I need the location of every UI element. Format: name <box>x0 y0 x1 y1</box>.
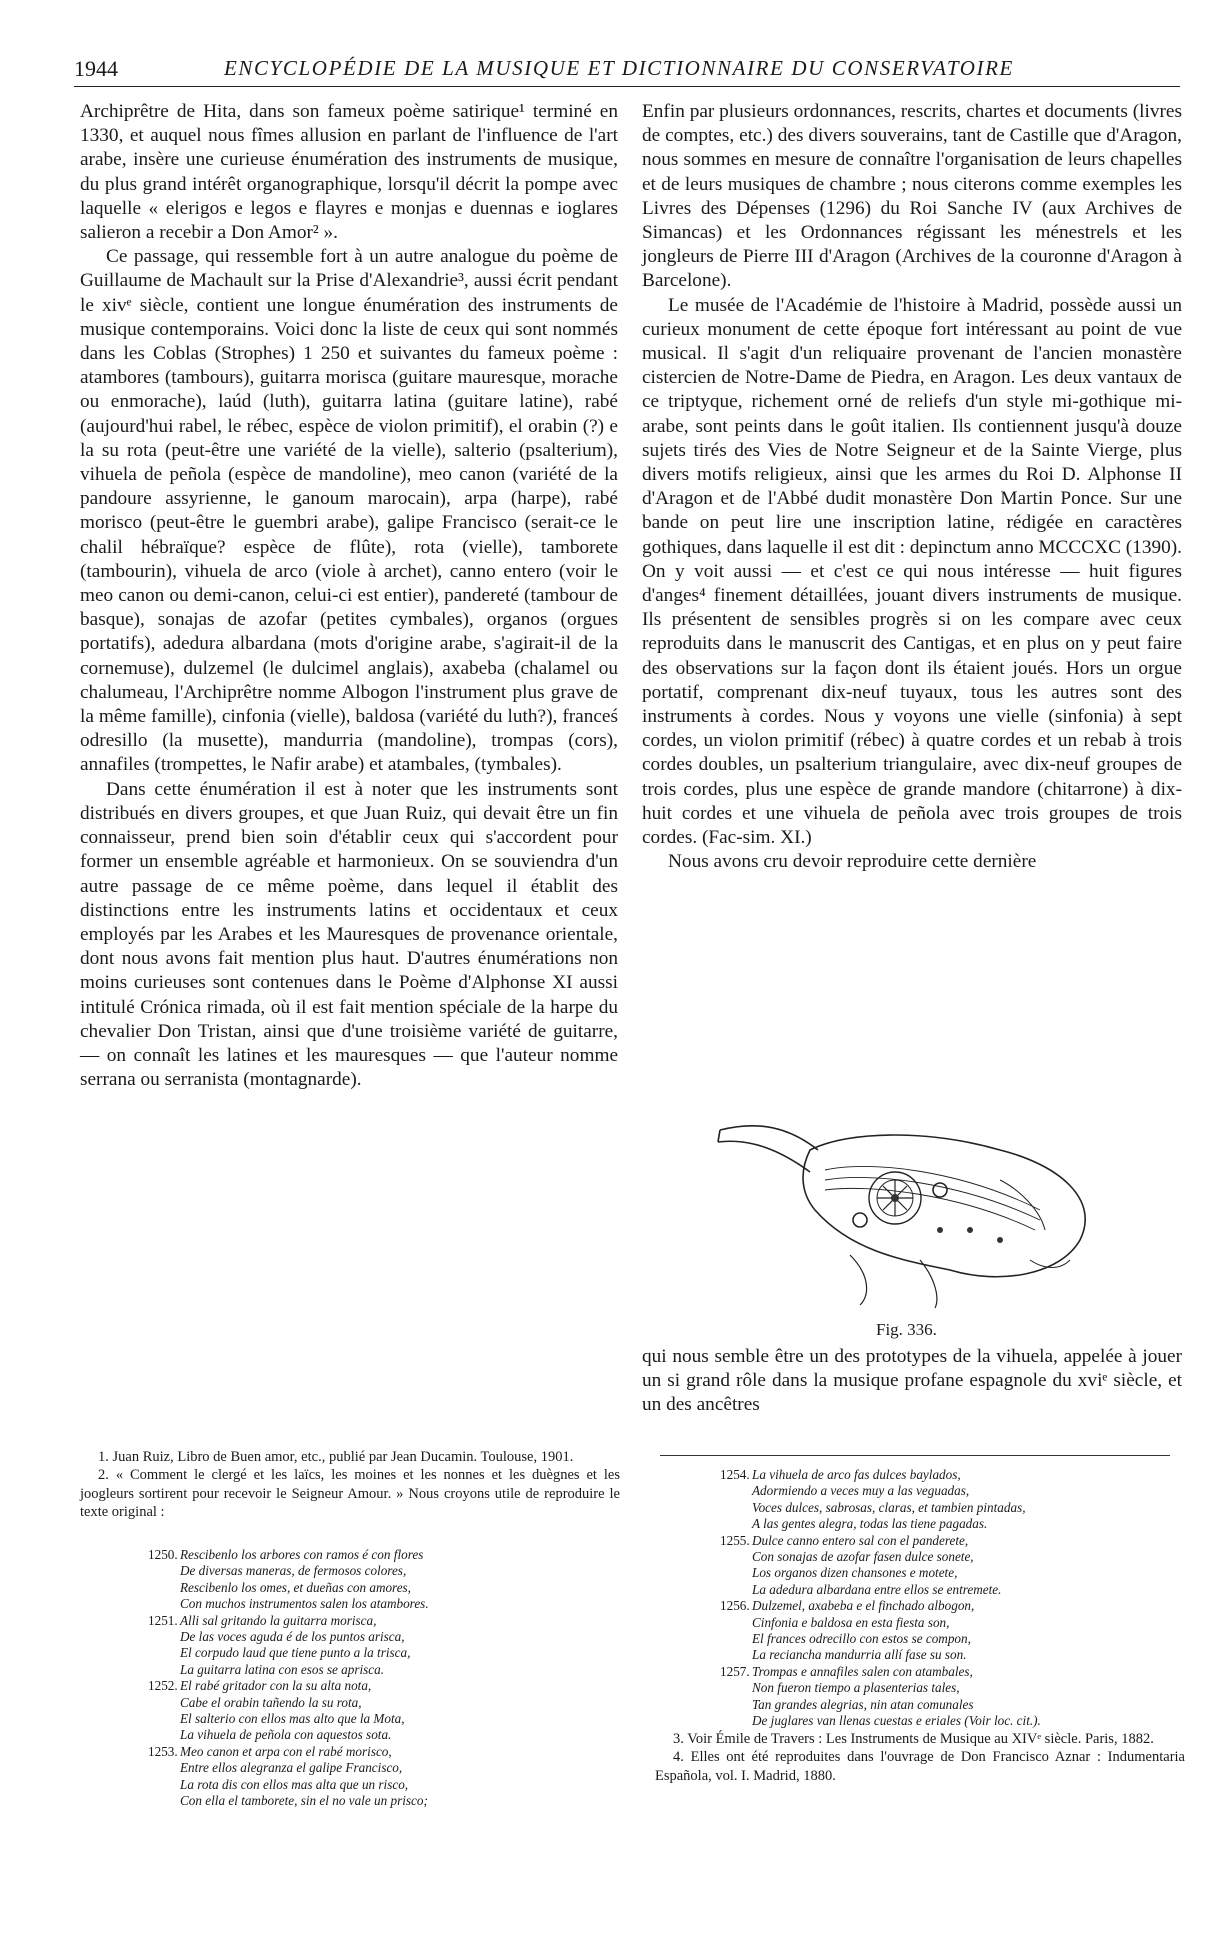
verse-line: Rescibenlo los omes, et dueñas con amores, <box>180 1579 411 1595</box>
left-footnotes <box>80 1448 620 1522</box>
running-title: ENCYCLOPÉDIE DE LA MUSIQUE ET DICTIONNAIRE DU CONSERVATOIRE <box>224 56 1014 80</box>
verse-line: Entre ellos alegranza el galipe Francisco, <box>180 1760 403 1776</box>
verse-group <box>720 1598 1190 1664</box>
verse-line: Con ella el tamborete, sin el no vale un prisco; <box>180 1793 428 1809</box>
verse-line: A las gentes alegra, todas las tiene pagadas. <box>752 1516 988 1532</box>
verse-number: 1251. <box>148 1612 178 1628</box>
figure-caption: Fig. 336. <box>876 1320 937 1339</box>
footnote-3: 3. Voir Émile de Travers : Les Instruments de Musique au XIVᵉ siècle. Paris, 1882. <box>673 1731 1154 1747</box>
verse-line: Cinfonia e baldosa en esta fiesta son, <box>752 1614 950 1630</box>
verse-line: La vihuela de peñola con aquestos sota. <box>180 1727 392 1743</box>
right-column <box>642 100 1182 875</box>
verse-line: Non fueron tiempo a plasenterias tales, <box>752 1680 960 1696</box>
right-paragraph-4: qui nous semble être un des prototypes de la vihuela, appelée à jouer un si grand rôle dans la musique profane espagnole du xviᵉ siècle, et un des ancêtres <box>642 1346 1182 1416</box>
verse-line: Los organos dizen chansones e motete, <box>752 1565 958 1581</box>
verse-group <box>148 1678 618 1744</box>
verse-group <box>720 1664 1190 1730</box>
footnote-rule <box>660 1455 1170 1456</box>
verse-line: El corpudo laud que tiene punto a la trisca, <box>180 1645 411 1661</box>
right-column-continued <box>642 1345 1182 1418</box>
verse-line: La adedura albardana entre ellos se entremete. <box>752 1581 1002 1597</box>
verse-number: 1255. <box>720 1532 750 1548</box>
left-paragraph-1: Archiprêtre de Hita, dans son fameux poème satirique¹ terminé en 1330, et auquel nous fîmes allusion en parlant de l'influence de l'art arabe, insère une curieuse énumération des instruments de musique, du plus grand intérêt organographique, lorsqu'il décrit la pompe avec laquelle « elerigos e legos e flayres e monjas e duennas e ioglares salieron a recebir a Don Amor² ». <box>80 101 618 244</box>
verse-line: Dulce canno entero sal con el panderete, <box>752 1532 969 1548</box>
verse-line: De las voces aguda é de los puntos arisca, <box>180 1629 405 1645</box>
verse-line: Meo canon et arpa con el rabé morisco, <box>180 1743 392 1759</box>
verse-line: Adormiendo a veces muy a las veguadas, <box>752 1483 970 1499</box>
verse-line: Alli sal gritando la guitarra morisca, <box>180 1612 377 1628</box>
left-paragraph-2: Ce passage, qui ressemble fort à un autre analogue du poème de Guillaume de Machault sur la Prise d'Alexandrie³, aussi écrit pendant le xivᵉ siècle, contient une longue énumération des instruments de musique contemporains. Voici donc la liste de ceux qui sont nommés dans les Coblas (Strophes) 1 250 et suivantes du fameux poème : atambores (tambours), guitarra morisca (guitare mauresque, morache ou enmorache), laúd (luth), guitarra latina (guitare latine), rabé (aujourd'hui rabel, le rébec, espèce de violon primitif), el orabin (?) e la su rota (peut-être une variété de la vielle), salterio (psalterium), vihuela de peñola (espèce de mandoline), meo canon (variété de la pandoure assyrienne, le ganoum marocain), arpa (harpe), rabé morisco (peut-être le guembri arabe), galipe Francisco (serait-ce le chalil hébraïque? espèce de flûte), rota (vielle), tamborete (tambourin), vihuela de arco (viole à archet), canno entero (voir le meo canon ou demi-canon, celui-ci est entier), pandereté (tambour de basque), sonajas de azofar (petites cymbales), organos (orgues portatifs), adedura albardana (mots d'origine arabe, s'agirait-il de la cornemuse), dulzemel (le dulcimel anglais), axabeba (chalamel ou chalumeau, l'Archiprêtre nomme Albogon l'instrument plus grave de la même famille), cinfonia (vielle), baldosa (variété du luth?), franceś odresillo (la musette), mandurria (mandoline), trompas (cors), annafiles (trompettes, le Nafir arabe) et atambales, (tymbales). <box>80 246 618 776</box>
verse-number: 1256. <box>720 1598 750 1614</box>
verse-line: Con muchos instrumentos salen los atambores. <box>180 1596 429 1612</box>
footnote-2: 2. « Comment le clergé et les laïcs, les moines et les nonnes et les duègnes et les joogleurs sortirent pour recevoir le Seigneur Amour. » Nous croyons utile de reproduire le texte original : <box>80 1467 620 1521</box>
verse-number: 1250. <box>148 1547 178 1562</box>
verse-line: Voces dulces, sabrosas, claras, et tambien pintadas, <box>752 1499 1026 1515</box>
verse-line: La vihuela de arco fas dulces baylados, <box>752 1467 961 1482</box>
left-column <box>80 100 618 1092</box>
verse-group <box>148 1613 618 1679</box>
verse-line: El salterio con ellos mas alto que la Mota, <box>180 1711 405 1727</box>
verse-line: La rota dis con ellos mas alta que un risco, <box>180 1776 409 1792</box>
vihuela-figure <box>700 1110 1110 1310</box>
vihuela-illustration <box>700 1110 1110 1310</box>
verse-line: El rabé gritador con la su alta nota, <box>180 1678 372 1694</box>
right-paragraph-1: Enfin par plusieurs ordonnances, rescrits, chartes et documents (livres de comptes, etc.) des divers souverains, tant de Castille que d'Aragon, nous sommes en mesure de connaître l'organisation de leurs chapelles et de leurs musiques de chambre ; nous citerons comme exemples les Livres des Dépenses (1296) du Roi Sanche IV (aux Archives de Simancas) et les Ordonnances régissant les ménestrels et les jongleurs de Pierre III d'Aragon (Archives de la couronne d'Aragon à Barcelone). <box>642 101 1182 292</box>
verse-line: De juglares van llenas cuestas e eriales (Voir loc. cit.). <box>752 1713 1041 1729</box>
verse-line: La guitarra latina con esos se aprisca. <box>180 1661 385 1677</box>
footnote-4: 4. Elles ont été reproduites dans l'ouvrage de Don Francisco Aznar : Indumentaria Española, vol. I. Madrid, 1880. <box>655 1749 1185 1784</box>
verse-line: Tan grandes alegrias, nin atan comunales <box>752 1696 974 1712</box>
verse-line: De diversas maneras, de fermosos colores, <box>180 1563 407 1579</box>
right-paragraph-3: Nous avons cru devoir reproduire cette dernière <box>668 851 1037 873</box>
verse-line: Trompas e annafiles salen con atambales, <box>752 1663 973 1679</box>
verse-number: 1253. <box>148 1743 178 1759</box>
left-paragraph-3: Dans cette énumération il est à noter que les instruments sont distribués en divers groupes, et que Juan Ruiz, qui devait être un fin connaisseur, prend bien soin d'établir ceux qui s'accordent pour former un ensemble agréable et harmonieux. On se souviendra d'un autre passage de ce même poème, dans lequel il établit des distinctions entre les instruments latins et occidentaux et ceux employés par les Arabes et les Mauresques de provenance orientale, dont nous avons fait mention plus haut. D'autres énumérations non moins curieuses sont contenues dans le Poème d'Alphonse XI aussi intitulé Crónica rimada, où il est fait mention spéciale de la harpe du chevalier Don Tristan, ainsi que d'une troisième variété de guitarre, — on connaît les latines et les mauresques — que l'auteur nomme serrana ou serranista (montagnarde). <box>80 778 618 1091</box>
page-header <box>74 56 1140 84</box>
verse-line: Con sonajas de azofar fasen dulce sonete, <box>752 1549 974 1565</box>
verse-number: 1252. <box>148 1678 178 1694</box>
page-number: 1944 <box>74 56 118 81</box>
verse-number: 1257. <box>720 1663 750 1679</box>
verse-line: Dulzemel, axabeba e el finchado albogon, <box>752 1598 975 1614</box>
verse-line: Cabe el orabin tañendo la su rota, <box>180 1694 362 1710</box>
verse-number: 1254. <box>720 1467 750 1482</box>
right-paragraph-2: Le musée de l'Académie de l'histoire à Madrid, possède aussi un curieux monument de cette époque fort intéressant au point de vue musical. Il s'agit d'un reliquaire provenant de l'ancien monastère cistercien de Notre-Dame de Piedra, en Aragon. Les deux vantaux de ce triptyque, richement orné de reliefs d'un style mi-gothique mi-arabe, sont peints dans le goût italien. Ils contiennent jusqu'à douze sujets tirés des Vies de Notre Seigneur et de la Sainte Vierge, plus divers motifs religieux, ainsi que les armes du Roi D. Alphonse II d'Aragon et de l'Abbé dudit monastère Don Martin Ponce. Sur une bande on peut lire une inscription latine, rédigée en caractères gothiques, dans laquelle il est dit : depinctum anno MCCCXC (1390). On y voit aussi — et c'est ce qui nous intéresse — huit figures d'anges⁴ finement détaillées, jouant divers instruments de musique. Ils présentent de sensibles progrès si on les compare avec ceux reproduits dans le manuscrit des Cantigas, et en plus on y peut faire des observations sur la façon dont ils étaient joués. Hors un orgue portatif, comprenant dix-neuf tuyaux, tous les autres sont des instruments à cordes. Nous y voyons une vielle (sinfonia) à sept cordes, un violon primitif (rébec) à quatre cordes et un rebab à trois cordes doubles, un psalterium triangulaire, avec dix-neuf groupes de trois cordes, plus une espèce de grande mandore (chitarrone) à dix-huit cordes et une vihuela de peñola avec trois groupes de trois cordes. (Fac-sim. XI.) <box>642 294 1182 849</box>
header-rule <box>74 86 1180 87</box>
verse-line: Rescibenlo los arbores con ramos é con flores <box>180 1547 424 1562</box>
verse-line: El frances odrecillo con estos se compon, <box>752 1631 971 1647</box>
verse-group <box>720 1533 1190 1599</box>
verse-group <box>148 1547 618 1613</box>
verse-group <box>148 1744 618 1810</box>
verse-line: La reciancha mandurria allí fase su son. <box>752 1647 967 1663</box>
footnote-1: 1. Juan Ruiz, Libro de Buen amor, etc., publié par Jean Ducamin. Toulouse, 1901. <box>98 1449 574 1465</box>
right-footnotes <box>655 1730 1185 1785</box>
left-verses <box>148 1547 618 1810</box>
right-verses <box>720 1467 1190 1730</box>
verse-group <box>720 1467 1190 1533</box>
